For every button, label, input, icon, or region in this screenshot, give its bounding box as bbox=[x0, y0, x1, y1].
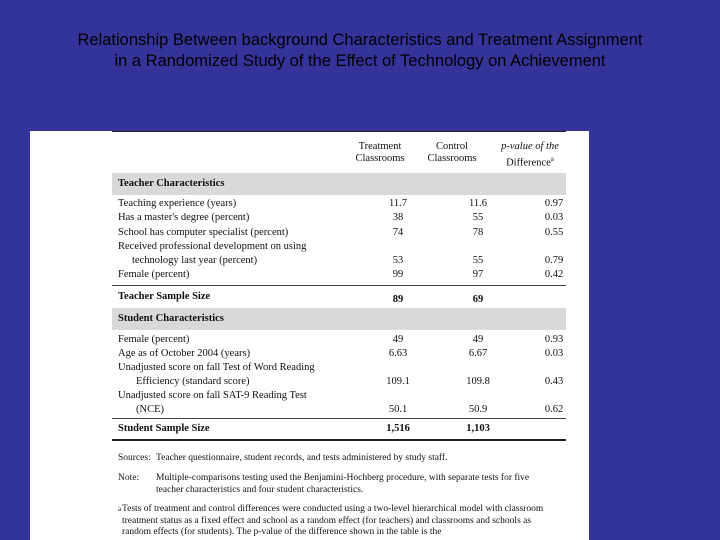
teacher-section-header: Teacher Characteristics bbox=[112, 173, 566, 195]
table-top-rule bbox=[112, 131, 566, 132]
col-header-treatment: Treatment Classrooms bbox=[355, 141, 405, 164]
table-divider bbox=[112, 418, 566, 419]
table-row: Received professional development on using technology last year (percent) 53 55 0.79 bbox=[118, 241, 564, 266]
footnote-a: a Tests of treatment and control differences were conducted using a two-level hierarchical model with classroom treatment status as a fixed effect and school as a random effect (for teachers) and classrooms and schools as random effects (for students). The p-value of the difference shown in the table is the bbox=[118, 504, 544, 537]
table-bottom-rule bbox=[112, 439, 566, 441]
col-header-control: Control Classrooms bbox=[427, 141, 477, 164]
slide-title bbox=[20, 30, 700, 72]
col-header-pvalue: p-value of the Difference$^a$ bbox=[501, 141, 559, 169]
table-document: Treatment Classrooms Control Classrooms p-value of the Difference$^a$ Teacher Characteristics Teaching experience (years) 11.7 11.6 0.97 Has a master's degree (percent) 38 55 0.03 School has computer specialist (percent) 74 78 0.55 Received professional development on using technology last year (percent) 53 55 0.79 Female (percent) 99 97 0.42 Teacher Sample Size 89 69 Student Characteristics Female (percent) 49 49 0.93 Age as of October 2004 (years) 6.63 6.67 0.03 Unadjusted score on fall Test of Word Reading Efficiency (standard score) 109.1 109.8 0.43 Unadjusted score on fall SAT-9 Reading Test (NCE) 50.1 50.9 0.62 Student Sample Size 1,516 1,103 Sources: Teacher questionnaire, student records, and tests administered by study staff. Note: Multiple-comparisons testing used the Benjamini-Hochberg procedure, with separate tests for five teacher characteristics and four student characteristics. a Tests of treatment and control differences were conducted using a two-level hierarchical model with classroom treatment status as a fixed effect and school as a random effect (for teachers) and classrooms and schools as random effects (for students). The p-value of the difference shown in the table is the bbox=[30, 131, 589, 540]
sources-note: Sources: Teacher questionnaire, student records, and tests administered by study staff. bbox=[118, 453, 448, 463]
slide-title-line-1: Relationship Between background Characteristics and Treatment Assignment bbox=[77, 31, 643, 49]
table-row: Unadjusted score on fall Test of Word Reading Efficiency (standard score) 109.1 109.8 0.43 bbox=[118, 362, 564, 387]
slide-title-line-2: in a Randomized Study of the Effect of Technology on Achievement bbox=[114, 52, 606, 70]
table-divider bbox=[112, 285, 566, 286]
student-section-header: Student Characteristics bbox=[112, 308, 566, 330]
table-row: Unadjusted score on fall SAT-9 Reading Test (NCE) 50.1 50.9 0.62 bbox=[118, 390, 564, 415]
general-note: Note: Multiple-comparisons testing used the Benjamini-Hochberg procedure, with separate tests for five teacher characteristics and four student characteristics. bbox=[118, 473, 530, 495]
